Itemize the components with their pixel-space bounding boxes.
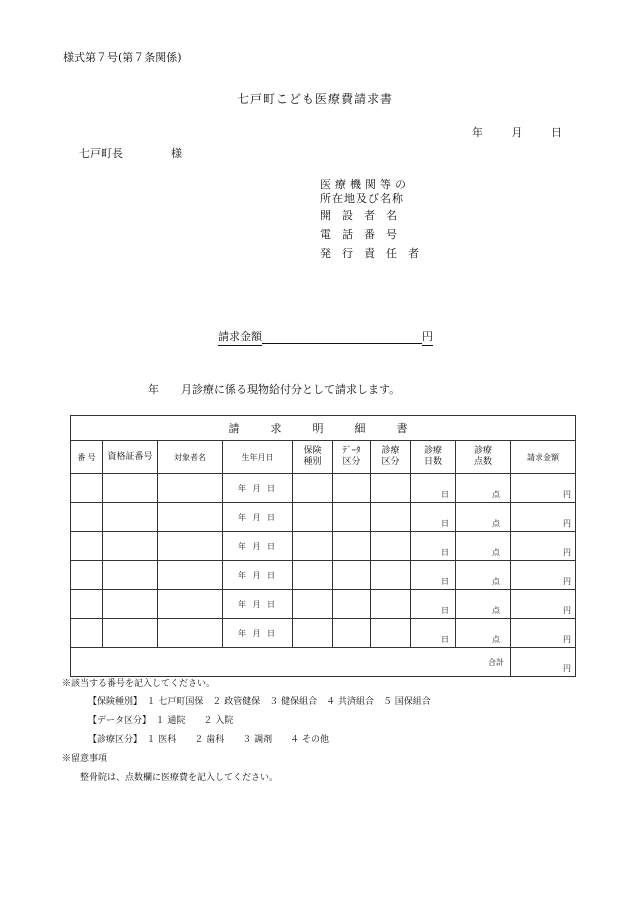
table-cell[interactable] bbox=[158, 619, 223, 648]
yen-unit: 円 bbox=[563, 548, 571, 557]
form-number: 様式第７号(第７条関係) bbox=[63, 51, 182, 64]
table-cell[interactable] bbox=[158, 590, 223, 619]
points-unit: 点 bbox=[492, 635, 500, 644]
date-day: 日 bbox=[551, 126, 562, 139]
total-amount-cell[interactable] bbox=[511, 648, 576, 677]
birthdate-placeholder: 年 月 日 bbox=[237, 483, 278, 493]
table-row bbox=[71, 503, 576, 532]
table-cell[interactable] bbox=[456, 503, 511, 532]
note-insurance-types: 【保険種別】 １ 七戸町国保 ２ 政管健保 ３ 健保組合 ４ 共済組合 ５ 国保組合 bbox=[88, 697, 431, 707]
column-header: 保険 種別 bbox=[293, 441, 333, 474]
table-cell[interactable] bbox=[511, 532, 576, 561]
table-cell[interactable] bbox=[333, 619, 371, 648]
table-row bbox=[71, 619, 576, 648]
yen-unit: 円 bbox=[563, 490, 571, 499]
table-cell[interactable] bbox=[158, 532, 223, 561]
table-cell[interactable] bbox=[71, 503, 103, 532]
table-cell[interactable] bbox=[371, 474, 411, 503]
table-cell[interactable] bbox=[223, 532, 293, 561]
date-month: 月 bbox=[511, 126, 523, 139]
table-cell[interactable] bbox=[456, 474, 511, 503]
table-cell[interactable] bbox=[411, 619, 456, 648]
column-header: ﾃﾞｰﾀ 区分 bbox=[333, 441, 371, 474]
birthdate-placeholder: 年 月 日 bbox=[237, 628, 278, 638]
table-cell[interactable] bbox=[103, 503, 158, 532]
note-treatment-types: 【診療区分】 １ 医科 ２ 歯科 ３ 調剤 ４ その他 bbox=[88, 735, 329, 745]
table-cell[interactable] bbox=[158, 561, 223, 590]
column-header: 資格証番号 bbox=[103, 441, 158, 474]
table-cell[interactable] bbox=[223, 503, 293, 532]
date-year: 年 bbox=[472, 126, 483, 139]
yen-unit: 円 bbox=[563, 635, 571, 644]
points-unit: 点 bbox=[492, 548, 500, 557]
table-cell[interactable] bbox=[158, 474, 223, 503]
table-title: 請 求 明 細 書 bbox=[71, 416, 576, 441]
table-cell[interactable] bbox=[158, 503, 223, 532]
table-cell[interactable] bbox=[411, 590, 456, 619]
table-cell[interactable] bbox=[371, 503, 411, 532]
issuer-field: 所在地及び名称 bbox=[320, 192, 404, 205]
days-unit: 日 bbox=[441, 606, 449, 615]
birthdate-placeholder: 年 月 日 bbox=[237, 512, 278, 522]
amount-unit: 円 bbox=[422, 328, 433, 346]
table-cell[interactable] bbox=[293, 590, 333, 619]
issuer-field: 医療機関等の bbox=[320, 178, 410, 191]
yen-unit: 円 bbox=[563, 519, 571, 528]
table-cell[interactable] bbox=[411, 561, 456, 590]
table-cell[interactable] bbox=[293, 619, 333, 648]
days-unit: 日 bbox=[441, 635, 449, 644]
table-row bbox=[71, 561, 576, 590]
table-cell[interactable] bbox=[333, 532, 371, 561]
days-unit: 日 bbox=[441, 490, 449, 499]
detail-table bbox=[70, 415, 576, 677]
yen-unit: 円 bbox=[563, 606, 571, 615]
birthdate-placeholder: 年 月 日 bbox=[237, 570, 278, 580]
table-cell[interactable] bbox=[333, 561, 371, 590]
table-cell[interactable] bbox=[223, 619, 293, 648]
table-cell[interactable] bbox=[411, 503, 456, 532]
table-cell[interactable] bbox=[103, 619, 158, 648]
table-cell[interactable] bbox=[511, 474, 576, 503]
table-cell[interactable] bbox=[511, 590, 576, 619]
days-unit: 日 bbox=[441, 577, 449, 586]
table-cell[interactable] bbox=[103, 532, 158, 561]
amount-blank[interactable] bbox=[262, 330, 422, 344]
table-cell[interactable] bbox=[456, 532, 511, 561]
table-cell[interactable] bbox=[223, 474, 293, 503]
table-cell[interactable] bbox=[71, 590, 103, 619]
column-header: 診療 点数 bbox=[456, 441, 511, 474]
points-unit: 点 bbox=[492, 519, 500, 528]
birthdate-placeholder: 年 月 日 bbox=[237, 541, 278, 551]
addressee-name: 七戸町長 bbox=[79, 147, 123, 160]
points-unit: 点 bbox=[492, 606, 500, 615]
note-caution-text: 整骨院は、点数欄に医療費を記入してください。 bbox=[80, 773, 279, 783]
column-header: 生年月日 bbox=[223, 441, 293, 474]
table-cell[interactable] bbox=[456, 561, 511, 590]
table-cell[interactable] bbox=[511, 503, 576, 532]
table-cell[interactable] bbox=[223, 561, 293, 590]
addressee bbox=[79, 145, 182, 161]
table-cell[interactable] bbox=[71, 474, 103, 503]
amount-label: 請求金額 bbox=[218, 328, 262, 346]
column-header: 対象者名 bbox=[158, 441, 223, 474]
table-row bbox=[71, 590, 576, 619]
table-cell[interactable] bbox=[333, 474, 371, 503]
note-instruction: ※該当する番号を記入してください。 bbox=[62, 679, 216, 689]
table-cell[interactable] bbox=[371, 532, 411, 561]
table-cell[interactable] bbox=[71, 561, 103, 590]
table-cell[interactable] bbox=[456, 619, 511, 648]
table-cell[interactable] bbox=[103, 561, 158, 590]
column-header: 診療 日数 bbox=[411, 441, 456, 474]
issuer-field: 開 設 者 名 bbox=[320, 209, 397, 222]
birthdate-placeholder: 年 月 日 bbox=[237, 599, 278, 609]
column-header: 番 号 bbox=[71, 441, 103, 474]
table-cell[interactable] bbox=[411, 474, 456, 503]
table-cell[interactable] bbox=[103, 474, 158, 503]
points-unit: 点 bbox=[492, 577, 500, 586]
issuer-field: 電 話 番 号 bbox=[320, 228, 397, 241]
table-cell[interactable] bbox=[511, 561, 576, 590]
issuer-field: 発 行 責 任 者 bbox=[320, 247, 419, 260]
table-cell[interactable] bbox=[511, 619, 576, 648]
claim-amount bbox=[218, 328, 433, 346]
column-header: 診療 区分 bbox=[371, 441, 411, 474]
date-line bbox=[472, 124, 562, 140]
table-cell[interactable] bbox=[371, 561, 411, 590]
statement-text: 月診療に係る現物給付分として請求します。 bbox=[181, 383, 401, 396]
note-data-types: 【データ区分】 １ 通院 ２ 入院 bbox=[88, 716, 234, 726]
table-cell[interactable] bbox=[293, 561, 333, 590]
table-row bbox=[71, 532, 576, 561]
days-unit: 日 bbox=[441, 548, 449, 557]
table-cell[interactable] bbox=[71, 532, 103, 561]
issuer-block bbox=[320, 178, 419, 263]
document-title: 七戸町こども医療費請求書 bbox=[236, 92, 393, 106]
table-cell[interactable] bbox=[293, 532, 333, 561]
table-cell[interactable] bbox=[333, 503, 371, 532]
addressee-suffix: 様 bbox=[171, 147, 182, 160]
column-header: 請求金額 bbox=[511, 441, 576, 474]
table-cell[interactable] bbox=[293, 503, 333, 532]
note-caution-title: ※留意事項 bbox=[62, 754, 108, 764]
table-cell[interactable] bbox=[293, 474, 333, 503]
total-unit: 円 bbox=[563, 664, 571, 673]
total-label: 合計 bbox=[456, 648, 511, 677]
yen-unit: 円 bbox=[563, 577, 571, 586]
table-cell[interactable] bbox=[411, 532, 456, 561]
table-cell[interactable] bbox=[456, 590, 511, 619]
table-row bbox=[71, 474, 576, 503]
table-cell[interactable] bbox=[71, 619, 103, 648]
days-unit: 日 bbox=[441, 519, 449, 528]
points-unit: 点 bbox=[492, 490, 500, 499]
table-cell[interactable] bbox=[223, 590, 293, 619]
statement-line bbox=[148, 381, 400, 397]
table-cell[interactable] bbox=[103, 590, 158, 619]
table-cell[interactable] bbox=[333, 590, 371, 619]
statement-year: 年 bbox=[148, 383, 159, 396]
table-cell[interactable] bbox=[371, 619, 411, 648]
table-cell[interactable] bbox=[371, 590, 411, 619]
